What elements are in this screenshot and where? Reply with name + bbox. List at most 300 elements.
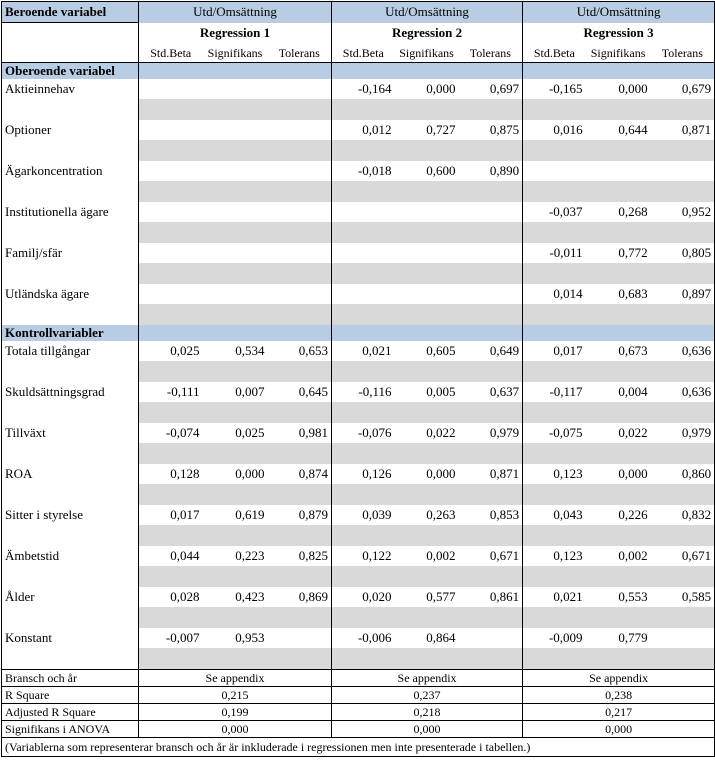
spacer-cell (523, 648, 586, 670)
cell-value: 0,772 (586, 243, 651, 263)
spacer-row (2, 222, 715, 243)
spacer-cell (395, 140, 459, 161)
cell-value: 0,981 (268, 423, 332, 443)
spacer-cell (586, 304, 651, 325)
spacer-cell (651, 525, 715, 546)
row-label: Ägarkoncentration (2, 161, 139, 181)
spacer-cell (2, 304, 139, 325)
spacer-cell (651, 566, 715, 587)
spacer-cell (268, 525, 332, 546)
cell-value (268, 202, 332, 222)
cell-value: 0,619 (203, 505, 268, 525)
spacer-row (2, 566, 715, 587)
spacer-cell (395, 304, 459, 325)
spacer-cell (523, 607, 586, 628)
spacer-cell (203, 525, 268, 546)
cell-value (332, 202, 395, 222)
spacer-cell (203, 607, 268, 628)
cell-value: -0,076 (332, 423, 395, 443)
cell-value: -0,075 (523, 423, 586, 443)
dependent-variable-r3: Utd/Omsättning (523, 2, 715, 23)
cell-value: 0,022 (586, 423, 651, 443)
cell-value: 0,126 (332, 464, 395, 484)
cell-value (203, 202, 268, 222)
spacer-cell (459, 484, 523, 505)
cell-value: -0,074 (139, 423, 203, 443)
cell-value: 0,890 (459, 161, 523, 181)
spacer-cell (203, 99, 268, 120)
row-label: Tillväxt (2, 423, 139, 443)
cell-value (268, 161, 332, 181)
spacer-cell (651, 222, 715, 243)
spacer-cell (586, 402, 651, 423)
cell-value: 0,832 (651, 505, 715, 525)
cell-value (459, 284, 523, 304)
cell-value: -0,018 (332, 161, 395, 181)
cell-value (459, 202, 523, 222)
spacer-cell (332, 304, 395, 325)
spacer-cell (523, 525, 586, 546)
spacer-cell (268, 181, 332, 202)
cell-value: 0,644 (586, 120, 651, 140)
spacer-cell (523, 304, 586, 325)
table-row (2, 546, 715, 566)
spacer-cell (139, 263, 203, 284)
cell-value: 0,128 (139, 464, 203, 484)
table-row (2, 341, 715, 361)
spacer-cell (523, 566, 586, 587)
cell-value: 0,000 (203, 464, 268, 484)
spacer-cell (139, 181, 203, 202)
industry-year-r1: Se appendix (139, 669, 332, 686)
subhead-significance: Signifikans (586, 44, 651, 63)
spacer-cell (459, 525, 523, 546)
cell-value: 0,014 (523, 284, 586, 304)
cell-value: 0,016 (523, 120, 586, 140)
cell-value: 0,534 (203, 341, 268, 361)
row-label: Ålder (2, 587, 139, 607)
spacer-cell (332, 525, 395, 546)
spacer-row (2, 484, 715, 505)
cell-value: -0,116 (332, 382, 395, 402)
spacer-cell (586, 484, 651, 505)
stat-value: 0,237 (332, 686, 523, 703)
spacer-cell (586, 607, 651, 628)
cell-value: 0,000 (586, 464, 651, 484)
subhead-tolerance: Tolerans (268, 44, 332, 63)
header-blank (2, 23, 139, 44)
spacer-cell (651, 263, 715, 284)
spacer-cell (268, 443, 332, 464)
spacer-cell (651, 484, 715, 505)
spacer-cell (203, 484, 268, 505)
spacer-cell (395, 484, 459, 505)
spacer-cell (332, 263, 395, 284)
cell-value: 0,637 (459, 382, 523, 402)
spacer-cell (586, 443, 651, 464)
spacer-cell (268, 99, 332, 120)
spacer-cell (651, 607, 715, 628)
spacer-cell (139, 222, 203, 243)
table-row (2, 120, 715, 140)
stat-value: 0,215 (139, 686, 332, 703)
spacer-cell (332, 402, 395, 423)
regression-table (1, 1, 715, 757)
cell-value (203, 79, 268, 99)
spacer-cell (459, 140, 523, 161)
cell-value (395, 243, 459, 263)
spacer-cell (459, 181, 523, 202)
spacer-cell (395, 607, 459, 628)
cell-value: 0,874 (268, 464, 332, 484)
table-body (2, 62, 715, 325)
industry-year-r3: Se appendix (523, 669, 715, 686)
row-label: Skuldsättningsgrad (2, 382, 139, 402)
table-row (2, 628, 715, 648)
cell-value: 0,021 (332, 341, 395, 361)
table-row (2, 79, 715, 99)
cell-value (332, 284, 395, 304)
spacer-cell (523, 484, 586, 505)
row-label: Ämbetstid (2, 546, 139, 566)
spacer-row (2, 263, 715, 284)
spacer-cell (268, 648, 332, 670)
cell-value: 0,020 (332, 587, 395, 607)
cell-value: 0,423 (203, 587, 268, 607)
industry-year-label: Bransch och år (2, 669, 139, 686)
spacer-cell (523, 402, 586, 423)
spacer-cell (2, 140, 139, 161)
dependent-variable-r1: Utd/Omsättning (139, 2, 332, 23)
spacer-cell (268, 566, 332, 587)
spacer-cell (651, 140, 715, 161)
cell-value: 0,017 (523, 341, 586, 361)
cell-value (651, 628, 715, 648)
spacer-cell (395, 263, 459, 284)
cell-value: 0,002 (586, 546, 651, 566)
cell-value: -0,165 (523, 79, 586, 99)
stat-label: R Square (2, 686, 139, 703)
row-label: Totala tillgångar (2, 341, 139, 361)
stat-value: 0,238 (523, 686, 715, 703)
row-label: Aktieinnehav (2, 79, 139, 99)
cell-value: 0,226 (586, 505, 651, 525)
spacer-cell (459, 607, 523, 628)
subhead-std-beta: Std.Beta (523, 44, 586, 63)
spacer-cell (332, 443, 395, 464)
cell-value: 0,636 (651, 341, 715, 361)
cell-value: 0,028 (139, 587, 203, 607)
cell-value (268, 243, 332, 263)
cell-value (268, 284, 332, 304)
cell-value: 0,871 (459, 464, 523, 484)
cell-value: 0,653 (268, 341, 332, 361)
stat-label: Signifikans i ANOVA (2, 720, 139, 737)
table-row (2, 464, 715, 484)
stat-value: 0,000 (139, 720, 332, 737)
cell-value: -0,006 (332, 628, 395, 648)
cell-value: 0,853 (459, 505, 523, 525)
spacer-cell (651, 402, 715, 423)
cell-value: 0,683 (586, 284, 651, 304)
spacer-cell (332, 140, 395, 161)
regression-1-heading: Regression 1 (139, 23, 332, 44)
spacer-cell (459, 402, 523, 423)
spacer-cell (203, 361, 268, 382)
spacer-cell (2, 607, 139, 628)
cell-value: 0,043 (523, 505, 586, 525)
spacer-cell (395, 443, 459, 464)
cell-value: 0,039 (332, 505, 395, 525)
cell-value: 0,605 (395, 341, 459, 361)
cell-value: 0,021 (523, 587, 586, 607)
cell-value: 0,585 (651, 587, 715, 607)
spacer-cell (395, 566, 459, 587)
spacer-cell (139, 140, 203, 161)
cell-value: 0,577 (395, 587, 459, 607)
cell-value (459, 628, 523, 648)
spacer-cell (139, 402, 203, 423)
cell-value (203, 284, 268, 304)
spacer-cell (586, 566, 651, 587)
subhead-significance: Signifikans (395, 44, 459, 63)
spacer-cell (332, 484, 395, 505)
spacer-cell (139, 566, 203, 587)
spacer-cell (2, 181, 139, 202)
cell-value: 0,123 (523, 464, 586, 484)
spacer-cell (139, 361, 203, 382)
cell-value: 0,012 (332, 120, 395, 140)
stat-row (2, 720, 715, 737)
spacer-cell (459, 443, 523, 464)
spacer-cell (268, 361, 332, 382)
spacer-cell (203, 648, 268, 670)
spacer-cell (651, 304, 715, 325)
spacer-cell (332, 361, 395, 382)
cell-value (332, 243, 395, 263)
spacer-cell (2, 99, 139, 120)
cell-value: 0,671 (459, 546, 523, 566)
spacer-cell (2, 263, 139, 284)
spacer-cell (203, 304, 268, 325)
cell-value: 0,697 (459, 79, 523, 99)
row-label: Sitter i styrelse (2, 505, 139, 525)
subhead-std-beta: Std.Beta (139, 44, 203, 63)
table-row (2, 161, 715, 181)
spacer-cell (139, 648, 203, 670)
cell-value (268, 120, 332, 140)
spacer-cell (332, 181, 395, 202)
cell-value: 0,017 (139, 505, 203, 525)
spacer-cell (332, 648, 395, 670)
regression-2-heading: Regression 2 (332, 23, 523, 44)
cell-value: 0,871 (651, 120, 715, 140)
cell-value (459, 243, 523, 263)
spacer-cell (332, 566, 395, 587)
spacer-cell (459, 99, 523, 120)
spacer-row (2, 140, 715, 161)
stat-value: 0,199 (139, 703, 332, 720)
spacer-row (2, 99, 715, 120)
cell-value: -0,037 (523, 202, 586, 222)
cell-value: 0,025 (203, 423, 268, 443)
spacer-cell (203, 443, 268, 464)
cell-value: 0,952 (651, 202, 715, 222)
spacer-cell (523, 181, 586, 202)
cell-value: 0,044 (139, 546, 203, 566)
spacer-cell (586, 222, 651, 243)
spacer-cell (523, 263, 586, 284)
cell-value (139, 243, 203, 263)
table-note: (Variablerna som representerar bransch och år är inkluderade i regressionen men inte presenterade i tabellen.) (2, 737, 715, 756)
spacer-cell (2, 222, 139, 243)
table-row (2, 505, 715, 525)
spacer-cell (459, 263, 523, 284)
spacer-cell (268, 607, 332, 628)
cell-value: 0,000 (395, 79, 459, 99)
cell-value: 0,000 (586, 79, 651, 99)
spacer-cell (523, 222, 586, 243)
footer-body (2, 669, 715, 686)
spacer-cell (139, 607, 203, 628)
spacer-cell (459, 304, 523, 325)
stat-row (2, 686, 715, 703)
dependent-variable-r2: Utd/Omsättning (332, 2, 523, 23)
cell-value (139, 120, 203, 140)
control-body (2, 325, 715, 670)
cell-value: 0,673 (586, 341, 651, 361)
subhead-std-beta: Std.Beta (332, 44, 395, 63)
regression-3-heading: Regression 3 (523, 23, 715, 44)
cell-value: -0,111 (139, 382, 203, 402)
cell-value (203, 161, 268, 181)
spacer-cell (459, 648, 523, 670)
cell-value: 0,022 (395, 423, 459, 443)
spacer-cell (586, 140, 651, 161)
row-label: Familj/sfär (2, 243, 139, 263)
table-row (2, 382, 715, 402)
cell-value: 0,005 (395, 382, 459, 402)
spacer-cell (395, 361, 459, 382)
spacer-cell (2, 361, 139, 382)
cell-value: 0,002 (395, 546, 459, 566)
table-row (2, 587, 715, 607)
spacer-row (2, 607, 715, 628)
cell-value: 0,671 (651, 546, 715, 566)
row-label: Optioner (2, 120, 139, 140)
spacer-cell (203, 402, 268, 423)
spacer-cell (651, 648, 715, 670)
spacer-row (2, 361, 715, 382)
cell-value (203, 120, 268, 140)
spacer-cell (332, 99, 395, 120)
cell-value: 0,679 (651, 79, 715, 99)
spacer-cell (459, 361, 523, 382)
spacer-cell (203, 222, 268, 243)
cell-value: -0,007 (139, 628, 203, 648)
spacer-cell (523, 99, 586, 120)
spacer-cell (203, 566, 268, 587)
cell-value: 0,004 (586, 382, 651, 402)
spacer-cell (586, 525, 651, 546)
cell-value: 0,268 (586, 202, 651, 222)
cell-value: 0,000 (395, 464, 459, 484)
spacer-cell (651, 99, 715, 120)
spacer-cell (523, 443, 586, 464)
cell-value: 0,825 (268, 546, 332, 566)
cell-value (268, 628, 332, 648)
spacer-row (2, 181, 715, 202)
cell-value: 0,553 (586, 587, 651, 607)
spacer-cell (523, 361, 586, 382)
spacer-cell (203, 263, 268, 284)
cell-value: 0,864 (395, 628, 459, 648)
spacer-cell (586, 181, 651, 202)
cell-value (139, 202, 203, 222)
spacer-row (2, 402, 715, 423)
stat-row (2, 703, 715, 720)
subhead-significance: Signifikans (203, 44, 268, 63)
cell-value (651, 161, 715, 181)
cell-value: -0,117 (523, 382, 586, 402)
cell-value: 0,025 (139, 341, 203, 361)
industry-year-r2: Se appendix (332, 669, 523, 686)
table-row (2, 284, 715, 304)
cell-value (523, 161, 586, 181)
stat-value: 0,000 (332, 720, 523, 737)
cell-value (586, 161, 651, 181)
spacer-cell (651, 361, 715, 382)
section-independent: Oberoende variabel (2, 62, 139, 79)
spacer-row (2, 525, 715, 546)
spacer-cell (268, 140, 332, 161)
stat-value: 0,218 (332, 703, 523, 720)
cell-value: 0,727 (395, 120, 459, 140)
cell-value: 0,636 (651, 382, 715, 402)
row-label: Institutionella ägare (2, 202, 139, 222)
cell-value: 0,875 (459, 120, 523, 140)
spacer-cell (2, 402, 139, 423)
spacer-cell (395, 648, 459, 670)
spacer-cell (268, 263, 332, 284)
cell-value (268, 79, 332, 99)
cell-value: -0,009 (523, 628, 586, 648)
table-row (2, 202, 715, 222)
row-label: Konstant (2, 628, 139, 648)
spacer-cell (139, 99, 203, 120)
section-control: Kontrollvariabler (2, 325, 139, 341)
spacer-cell (395, 181, 459, 202)
cell-value: 0,600 (395, 161, 459, 181)
spacer-cell (139, 304, 203, 325)
spacer-cell (332, 222, 395, 243)
cell-value (139, 79, 203, 99)
cell-value: 0,649 (459, 341, 523, 361)
spacer-cell (395, 222, 459, 243)
stat-value: 0,000 (523, 720, 715, 737)
spacer-cell (2, 443, 139, 464)
cell-value: 0,953 (203, 628, 268, 648)
cell-value (139, 161, 203, 181)
cell-value: 0,897 (651, 284, 715, 304)
cell-value (395, 284, 459, 304)
dependent-variable-label: Beroende variabel (2, 2, 139, 23)
spacer-cell (2, 484, 139, 505)
spacer-cell (332, 607, 395, 628)
cell-value: 0,979 (459, 423, 523, 443)
spacer-cell (203, 181, 268, 202)
subheader-blank (2, 44, 139, 63)
